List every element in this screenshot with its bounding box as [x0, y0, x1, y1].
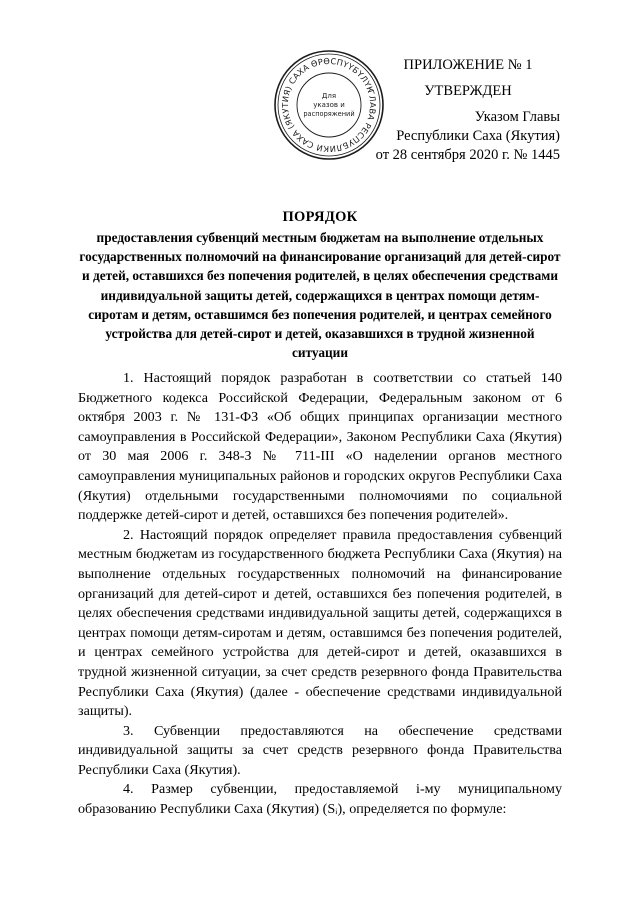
decree-line-3: от 28 сентября 2020 г. № 1445 — [375, 147, 560, 163]
svg-text:распоряжений: распоряжений — [303, 110, 355, 118]
decree-line-2: Республики Саха (Якутия) — [396, 128, 560, 144]
paragraph-3: 3. Субвенции предоставляются на обеспечение средствами индивидуальной защиты за счет средств резервного фонда Правительства Республики Саха (Якутия). — [78, 722, 562, 778]
decree-line-1: Указом Главы — [474, 109, 560, 125]
paragraph-1: 1. Настоящий порядок разработан в соответствии со статьей 140 Бюджетного кодекса Российской Федерации, Федеральным законом от 6 октября 2003 г. № 131-ФЗ «Об общих принципах организации местного самоуправления в Российской Федерации», Законом Республики Саха (Якутия) от 30 мая 2006 г. 348-З № 711-III «О наделении органов местного самоуправления муниципальных районов и городских округов Республики Саха (Якутия) отдельными государственными полномочиями по социальной поддержке детей-сирот и детей, оставшихся без попечения родителей». — [78, 370, 562, 524]
appendix-label: ПРИЛОЖЕНИЕ № 1 — [403, 57, 533, 73]
svg-text:указов и: указов и — [313, 101, 345, 109]
paragraph-4: 4. Размер субвенции, предоставляемой i-му муниципальному образованию Республики Саха (Якутия) (Sᵢ), определяется по формуле: — [78, 781, 562, 818]
svg-text:Для: Для — [321, 92, 337, 100]
decree-reference — [352, 108, 560, 165]
document-title: ПОРЯДОК — [282, 209, 358, 225]
approved-label: УТВЕРЖДЕН — [424, 83, 512, 99]
approval-header — [352, 56, 562, 165]
document-subtitle: предоставления субвенций местным бюджетам на выполнение отдельных государственных полномочий на финансирование организаций для детей-сирот и детей, оставшихся без попечения родителей, в целях обеспечения средствами индивидуальной защиты детей, содержащихся в центрах помощи детям-сиротам и детям, оставшимся без попечения родителей, и центрах семейного устройства для детей-сирот и детей, оказавшихся в трудной жизненной ситуации — [79, 230, 561, 361]
svg-text:ГЛАВА РЕСПУБЛИКИ САХА (ЯКУТИЯ): ГЛАВА РЕСПУБЛИКИ САХА (ЯКУТИЯ) САХА ӨРӨСПҮҮБҮЛҮКЭТИН — [279, 55, 379, 155]
paragraph-2: 2. Настоящий порядок определяет правила предоставления субвенций местным бюджетам из государственного бюджета Республики Саха (Якутия) на выполнение отдельных государственных полномочий на финансирование организаций для детей-сирот и детей, оставшихся без попечения родителей, в целях обеспечения средствами индивидуальной защиты детей, содержащихся в центрах помощи детям-сиротам и детям, оставшимся без попечения родителей, и центрах семейного устройства для детей-сирот и детей, оказавшихся в трудной жизненной ситуации, за счет средств резервного фонда Правительства Республики Саха (Якутия) (далее - обеспечение средствами индивидуальной защиты). — [78, 526, 562, 720]
document-body — [78, 369, 562, 820]
